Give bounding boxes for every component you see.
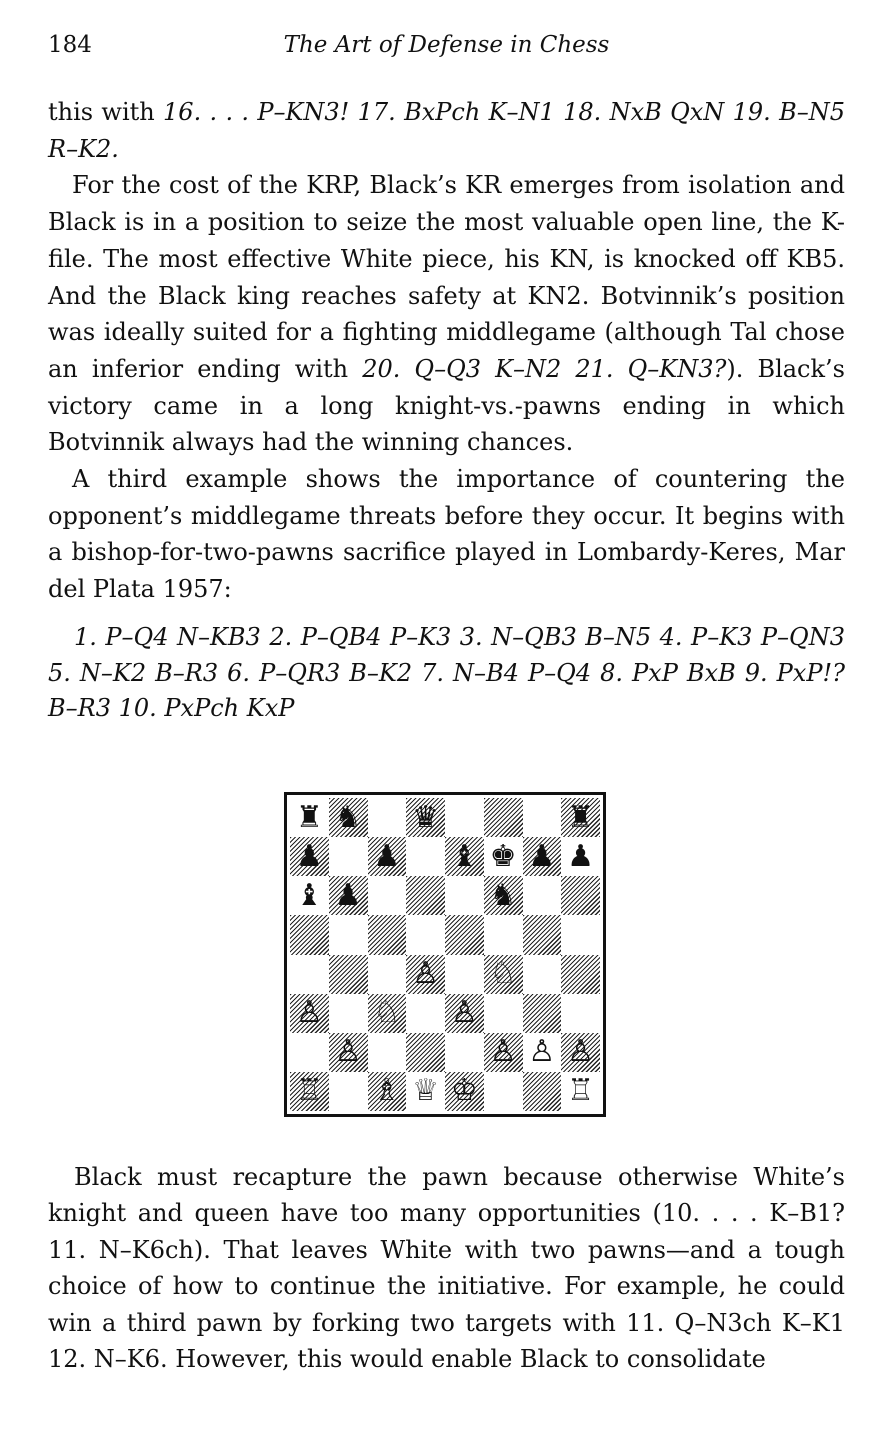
- square-h1: [561, 1072, 600, 1111]
- chess-piece: ♚: [489, 838, 517, 874]
- chess-piece: ♛: [412, 799, 440, 835]
- chess-piece: ♘: [373, 995, 401, 1031]
- square-h3: [561, 994, 600, 1033]
- p1-text: this with: [48, 98, 164, 126]
- square-e5: [445, 915, 484, 954]
- square-b5: [329, 915, 368, 954]
- square-b8: [329, 798, 368, 837]
- square-d4: [406, 955, 445, 994]
- square-a6: [290, 876, 329, 915]
- p2-end: ). Black’s victory came in a long knight-vs.-pawns ending in which Botvinnik always had the winning chances.: [48, 354, 845, 457]
- chess-piece: ♙: [567, 1034, 595, 1070]
- chess-piece: ♖: [567, 1073, 595, 1109]
- square-e8: [445, 798, 484, 837]
- square-g6: [523, 876, 562, 915]
- chess-piece: ♗: [373, 1073, 401, 1109]
- square-g5: [523, 915, 562, 954]
- square-a3: [290, 994, 329, 1033]
- chess-piece: ♜: [567, 799, 595, 835]
- square-a1: [290, 1072, 329, 1111]
- square-d8: [406, 798, 445, 837]
- square-d2: [406, 1033, 445, 1072]
- square-h8: [561, 798, 600, 837]
- chess-board: [290, 798, 600, 1111]
- square-b6: [329, 876, 368, 915]
- page-header: [48, 32, 845, 64]
- chess-piece: ♙: [489, 1034, 517, 1070]
- p2-moves: 20. Q–Q3 K–N2 21. Q–KN3?: [362, 354, 727, 383]
- chess-piece: ♘: [489, 956, 517, 992]
- paragraph-3: A third example shows the importance of countering the opponent’s middlegame threats before they occur. It begins with a bishop-for-two-pawns sacrifice played in Lombardy-Keres, Mar del Plata 1957:: [48, 465, 845, 604]
- square-e4: [445, 955, 484, 994]
- chess-piece: ♙: [450, 995, 478, 1031]
- chess-piece: ♟: [373, 838, 401, 874]
- square-f6: [484, 876, 523, 915]
- square-h4: [561, 955, 600, 994]
- square-c2: [368, 1033, 407, 1072]
- square-b3: [329, 994, 368, 1033]
- chess-piece: ♜: [295, 799, 323, 835]
- square-b1: [329, 1072, 368, 1111]
- square-f3: [484, 994, 523, 1033]
- chess-piece: ♟: [567, 838, 595, 874]
- square-e2: [445, 1033, 484, 1072]
- square-e3: [445, 994, 484, 1033]
- chess-piece: ♙: [334, 1034, 362, 1070]
- chess-piece: ♝: [295, 877, 323, 913]
- chess-piece: ♟: [334, 877, 362, 913]
- page-number: 184: [48, 32, 92, 58]
- chess-diagram: [284, 792, 606, 1117]
- square-h7: [561, 837, 600, 876]
- paragraph-1: [48, 94, 845, 167]
- square-c4: [368, 955, 407, 994]
- square-h2: [561, 1033, 600, 1072]
- square-e6: [445, 876, 484, 915]
- square-d7: [406, 837, 445, 876]
- square-g3: [523, 994, 562, 1033]
- chess-piece: ♞: [489, 877, 517, 913]
- chess-piece: ♔: [450, 1073, 478, 1109]
- chess-piece: ♙: [295, 995, 323, 1031]
- square-f5: [484, 915, 523, 954]
- square-g1: [523, 1072, 562, 1111]
- square-a5: [290, 915, 329, 954]
- square-e1: [445, 1072, 484, 1111]
- square-d3: [406, 994, 445, 1033]
- chess-piece: ♖: [295, 1073, 323, 1109]
- square-a8: [290, 798, 329, 837]
- square-c1: [368, 1072, 407, 1111]
- chess-piece: ♝: [450, 838, 478, 874]
- p1-moves: 16. . . . P–KN3! 17. BxPch K–N1 18. NxB QxN 19. B–N5 R–K2.: [48, 98, 845, 163]
- square-h6: [561, 876, 600, 915]
- chess-piece: ♟: [295, 838, 323, 874]
- running-title: The Art of Defense in Chess: [283, 32, 610, 58]
- square-a2: [290, 1033, 329, 1072]
- chess-piece: ♟: [528, 838, 556, 874]
- square-d6: [406, 876, 445, 915]
- chess-piece: ♕: [412, 1073, 440, 1109]
- square-c7: [368, 837, 407, 876]
- square-f2: [484, 1033, 523, 1072]
- chess-piece: ♞: [334, 799, 362, 835]
- moves-text: 1. P–Q4 N–KB3 2. P–QB4 P–K3 3. N–QB3 B–N5 4. P–K3 P–QN3 5. N–K2 B–R3 6. P–QR3 B–K2 7. N–B4 P–Q4 8. PxP BxB 9. PxP!? B–R3 10. PxPch KxP: [48, 623, 845, 722]
- square-c5: [368, 915, 407, 954]
- square-f1: [484, 1072, 523, 1111]
- square-c8: [368, 798, 407, 837]
- square-c6: [368, 876, 407, 915]
- square-f7: [484, 837, 523, 876]
- p2-text: For the cost of the KRP, Black’s KR emerges from isolation and Black is in a position to seize the most valuable open line, the K-file. The most effective White piece, his KN, is knocked off KB5. And the Black king reaches safety at KN2. Botvinnik’s position was ideally suited for a fighting middlegame (although Tal chose an inferior ending with: [48, 171, 845, 383]
- body-text-lower: [48, 1159, 845, 1377]
- square-c3: [368, 994, 407, 1033]
- square-d5: [406, 915, 445, 954]
- square-b7: [329, 837, 368, 876]
- square-e7: [445, 837, 484, 876]
- paragraph-2: [48, 167, 845, 461]
- paragraph-4: Black must recapture the pawn because otherwise White’s knight and queen have too many opportunities (10. . . . K–B1? 11. N–K6ch). That leaves White with two pawns—and a tough choice of how to continue the initiative. For example, he could win a third pawn by forking two targets with 11. Q–N3ch K–K1 12. N–K6. However, this would enable Black to consolidate: [48, 1163, 845, 1374]
- square-g2: [523, 1033, 562, 1072]
- body-text-upper: [48, 94, 845, 608]
- chess-piece: ♙: [412, 956, 440, 992]
- square-h5: [561, 915, 600, 954]
- chess-piece: ♙: [528, 1034, 556, 1070]
- square-d1: [406, 1072, 445, 1111]
- square-f8: [484, 798, 523, 837]
- square-g7: [523, 837, 562, 876]
- square-b4: [329, 955, 368, 994]
- square-a7: [290, 837, 329, 876]
- square-a4: [290, 955, 329, 994]
- square-f4: [484, 955, 523, 994]
- square-b2: [329, 1033, 368, 1072]
- square-g8: [523, 798, 562, 837]
- square-g4: [523, 955, 562, 994]
- game-moves: [48, 620, 845, 727]
